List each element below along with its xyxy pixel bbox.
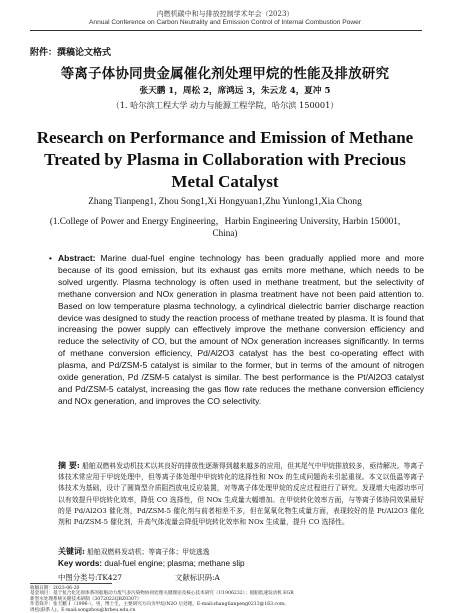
classification-value: TK427 (97, 573, 123, 582)
footnote-fund-2: 新型水处理系统关键技术研制（3072022QBZ0307） (30, 596, 142, 602)
en-authors: Zhang Tianpeng1, Zhou Song1,Xi Hongyuan1,Zhu Yunlong1,Xia Chong (88, 197, 362, 207)
attachment-label: 附件：撰稿论文格式 (30, 48, 112, 58)
abstract-paragraph (49, 253, 424, 408)
en-title (0, 127, 450, 193)
cn-keywords (58, 546, 209, 557)
document-code-label: 文献标识码: (175, 573, 215, 582)
en-keywords (58, 559, 245, 568)
cn-title: 等离子体协同贵金属催化剂处理甲烷的性能及排放研究 (60, 66, 390, 82)
footnote-fund-1: 基金项目：基于复合化还原体系的船舶动力废气多污染物协同处理关键理论及核心技术研究（U1906232）；船舶低速发动机 EGR (30, 591, 294, 597)
en-keywords-text: dual-fuel engine; plasma; methane slip (104, 559, 245, 568)
document-code (175, 572, 220, 583)
cn-abstract-label: 摘 要: (58, 460, 80, 470)
cn-keywords-text: 船舶双燃料发动机；等离子体；甲烷逃逸 (87, 548, 210, 556)
cn-affiliation: （1. 哈尔滨工程大学 动力与能源工程学院，哈尔滨 150001） (111, 100, 339, 110)
header-divider (30, 30, 422, 31)
en-keywords-label: Key words: (58, 559, 103, 568)
conference-header-en: Annual Conference on Carbon Neutrality and Emission Control of Internal Combustion Power (89, 19, 361, 26)
cn-abstract-paragraph (58, 460, 424, 528)
document-code-value: A (214, 573, 220, 582)
classification-label: 中图分类号: (58, 573, 98, 582)
cn-abstract-text: 船舶双燃料发动机技术以其良好的排放性逐渐得到越来越多的应用，但其尾气中甲烷排放较多，亟待解决。等离子体技术常应用于甲烷处理中，但等离子体处理中甲烷转化的选择性和 NOx 的生成问题尚未引起重视。本文以低温等离子体技术为基础，设计了圆筒型介质阻挡放电反应装置，对等离子体处理甲烷的反应过程进行了研究。发现增大电源功率可以有效提升甲烷转化效率，降低 CO 选择性，但 NOx 生成量大幅增加。在甲烷转化效率方面，与等离子体协同效果最好的是 Pd/Al2O3 催化剂，Pd/ZSM-5 催化剂与前者相差不多，但在氮氧化物生成量方面，表现较好的是 Pt/Al2O3 催化剂和 Pd/ZSM-5 催化剂，升高气体流量会降低甲烷转化效率和 NOx 生成量，提升 CO 选择性。 (58, 462, 424, 527)
cn-keywords-label: 关键词: (58, 546, 85, 556)
conference-header-cn: 内燃机碳中和与排放控制学术年会（2023） (156, 10, 294, 18)
en-affiliation-line-2: China) (212, 228, 238, 238)
classification (58, 572, 122, 583)
footnote-author-1: 作者简介：张天鹏 1（1996-），男，博士生，主要研究方向为甲烷/N2O 后处理。E-mail:zhangtianpeng0213@163.com; (30, 602, 286, 608)
footnote-author-2: 周松(联系人)，E-mail:songzhou@hrbeu.edu.cn (30, 607, 136, 613)
abstract-label: Abstract: (58, 253, 96, 263)
abstract-bullet-icon: • (49, 253, 52, 263)
en-title-line-2: Treated by Plasma in Collaboration with Precious (44, 150, 406, 169)
cn-authors: 张天鹏 1，周松 2，席鸿远 3，朱云龙 4，夏冲 5 (139, 86, 331, 96)
en-title-line-3: Metal Catalyst (171, 172, 279, 191)
abstract-text: Marine dual-fuel engine technology has been gradually applied more and more because of its good emission, but its exhaust gas emits more methane, which needs to be solved urgently. Plasma technology is often used in methane treatment, but the selectivity of methane conversion and NOx generation in plasma treatment have not been paid attention to. Based on low temperature plasma technology, a cylindrical dielectric barrier discharge reaction device was designed to study the reaction process of methane treated by plasma. It is found that increasing the power supply can effectively improve the methane conversion efficiency and reduce the selectivity of CO, but the amount of NOx generation increases significantly. In terms of methane conversion efficiency, Pd/Al2O3 catalyst has the best co-operating effect with plasma, and Pd/ZSM-5 catalyst is similar to the former, but in terms of the amount of nitrogen oxide generation, Pd /ZSM-5 catalyst is similar. The best performance is the Pt/Al2O3 catalyst and Pd/ZSM-5 catalyst, increasing the gas flow rate reduces the methane conversion efficiency and NOx generation, and improves the CO selectivity. (58, 253, 424, 406)
en-title-line-1: Research on Performance and Emission of Methane (36, 128, 414, 147)
en-affiliation-line-1: (1.College of Power and Energy Engineering，Harbin Engineering University, Harbin 150001, (49, 216, 401, 226)
footnote-received: 收稿日期：2023-06-20 (30, 586, 80, 591)
en-affiliation (0, 215, 450, 239)
footnote-divider (30, 583, 112, 584)
footnotes (30, 586, 430, 613)
